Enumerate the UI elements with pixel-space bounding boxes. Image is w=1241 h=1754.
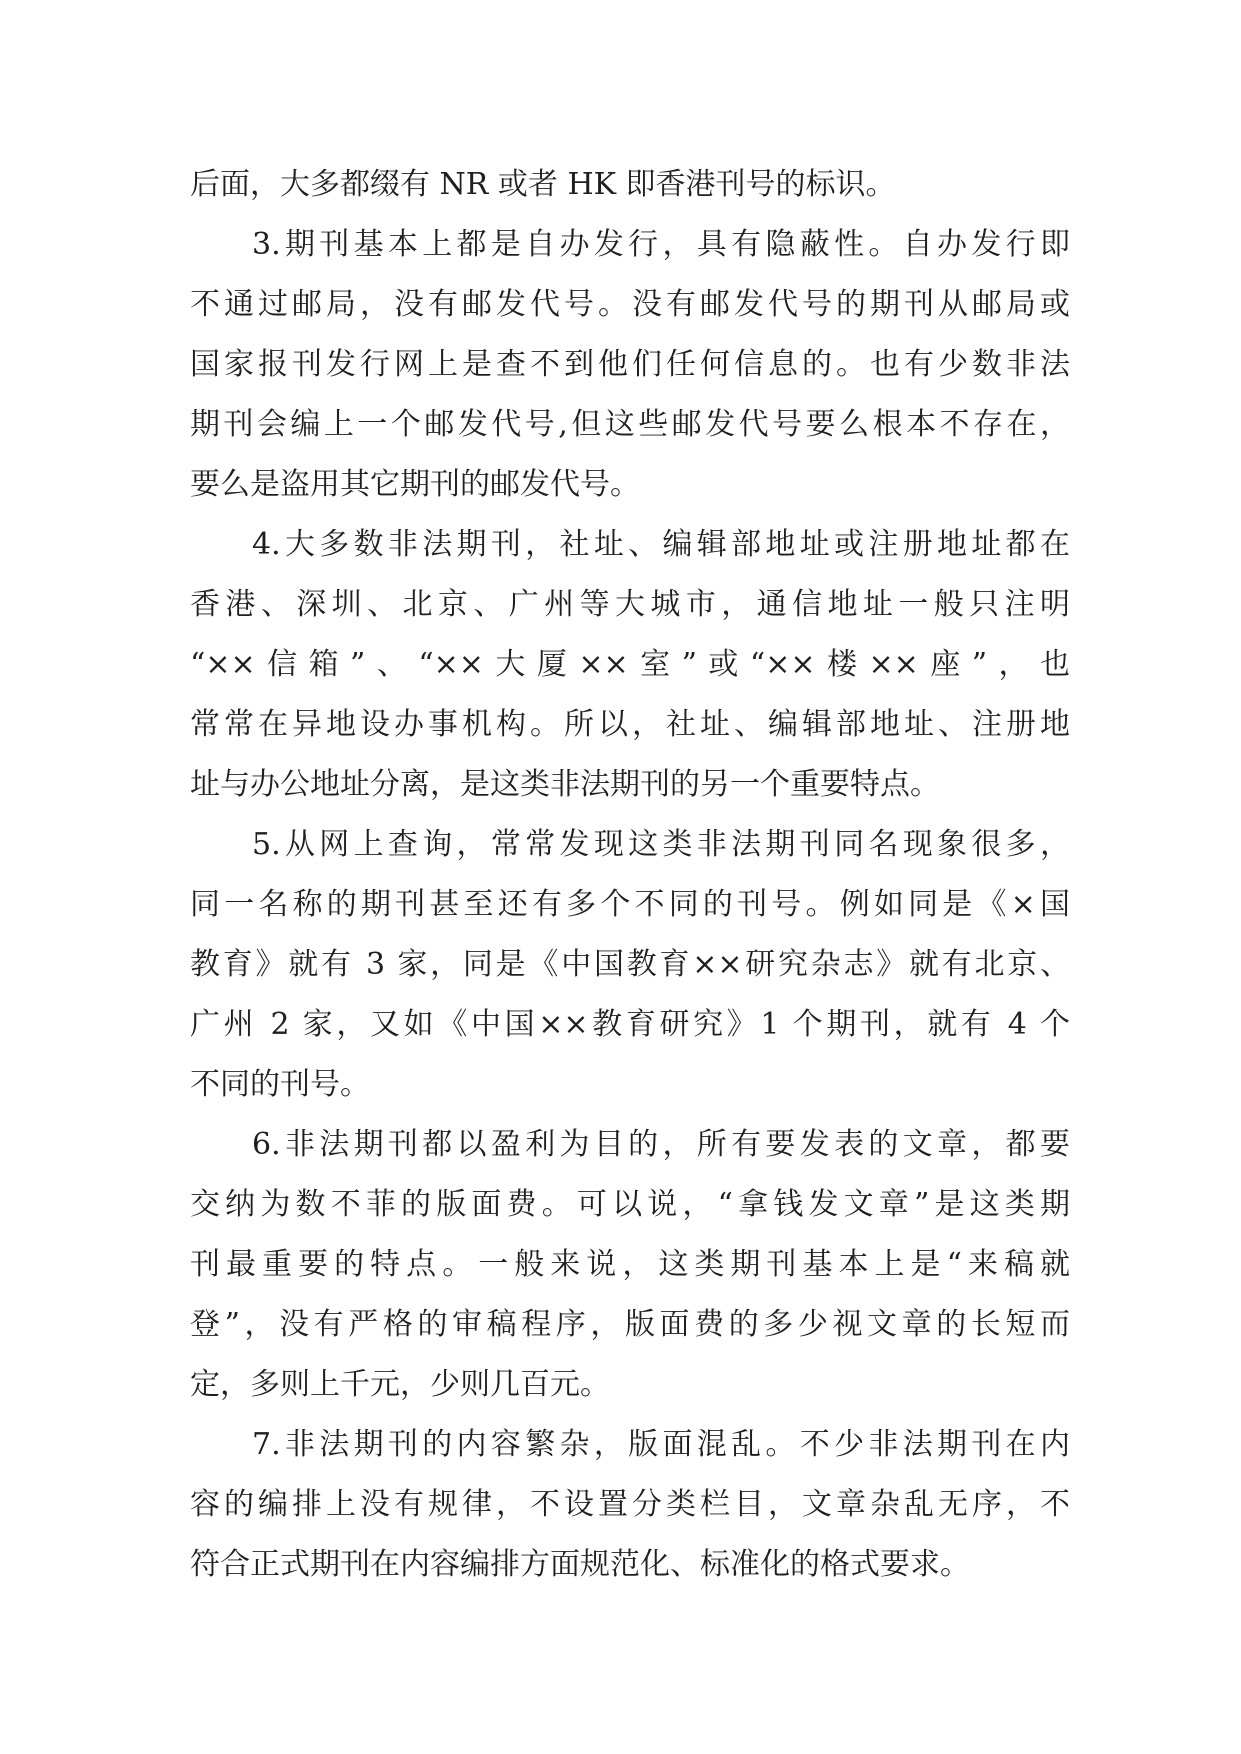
body-text bbox=[190, 155, 1070, 1595]
text-line: 不通过邮局，没有邮发代号。没有邮发代号的期刊从邮局或 bbox=[190, 287, 1070, 322]
text-line: 广州 2 家，又如《中国××教育研究》1 个期刊，就有 4 个 bbox=[190, 1007, 1070, 1042]
text-line: 交纳为数不菲的版面费。可以说，“拿钱发文章”是这类期 bbox=[190, 1187, 1070, 1222]
text-line: 同一名称的期刊甚至还有多个不同的刊号。例如同是《×国 bbox=[190, 887, 1070, 922]
text-line: 不同的刊号。 bbox=[190, 1067, 370, 1102]
paragraph-3-start: 3.期刊基本上都是自办发行，具有隐蔽性。自办发行即 bbox=[252, 227, 1070, 262]
text-line: 符合正式期刊在内容编排方面规范化、标准化的格式要求。 bbox=[190, 1547, 970, 1582]
paragraph-5-start: 5.从网上查询，常常发现这类非法期刊同名现象很多， bbox=[252, 827, 1070, 862]
text-line: 刊最重要的特点。一般来说，这类期刊基本上是“来稿就 bbox=[190, 1247, 1070, 1282]
text-line: 要么是盗用其它期刊的邮发代号。 bbox=[190, 467, 640, 502]
text-line: 容的编排上没有规律，不设置分类栏目，文章杂乱无序，不 bbox=[190, 1487, 1070, 1522]
text-line: 常常在异地设办事机构。所以，社址、编辑部地址、注册地 bbox=[190, 707, 1070, 742]
text-line: “××信箱”、“××大厦××室”或“××楼××座”，也 bbox=[190, 647, 1070, 682]
text-line: 期刊会编上一个邮发代号,但这些邮发代号要么根本不存在， bbox=[190, 407, 1070, 442]
text-line: 登”，没有严格的审稿程序，版面费的多少视文章的长短而 bbox=[190, 1307, 1070, 1342]
text-line: 址与办公地址分离，是这类非法期刊的另一个重要特点。 bbox=[190, 767, 940, 802]
paragraph-6-start: 6.非法期刊都以盈利为目的，所有要发表的文章，都要 bbox=[252, 1127, 1070, 1162]
text-line: 教育》就有 3 家，同是《中国教育××研究杂志》就有北京、 bbox=[190, 947, 1070, 982]
text-line: 国家报刊发行网上是查不到他们任何信息的。也有少数非法 bbox=[190, 347, 1070, 382]
text-line: 香港、深圳、北京、广州等大城市，通信地址一般只注明 bbox=[190, 587, 1070, 622]
text-line: 定，多则上千元，少则几百元。 bbox=[190, 1367, 610, 1402]
paragraph-7-start: 7.非法期刊的内容繁杂，版面混乱。不少非法期刊在内 bbox=[252, 1427, 1070, 1462]
text-line: 后面，大多都缀有 NR 或者 HK 即香港刊号的标识。 bbox=[190, 167, 896, 202]
paragraph-4-start: 4.大多数非法期刊，社址、编辑部地址或注册地址都在 bbox=[252, 527, 1070, 562]
